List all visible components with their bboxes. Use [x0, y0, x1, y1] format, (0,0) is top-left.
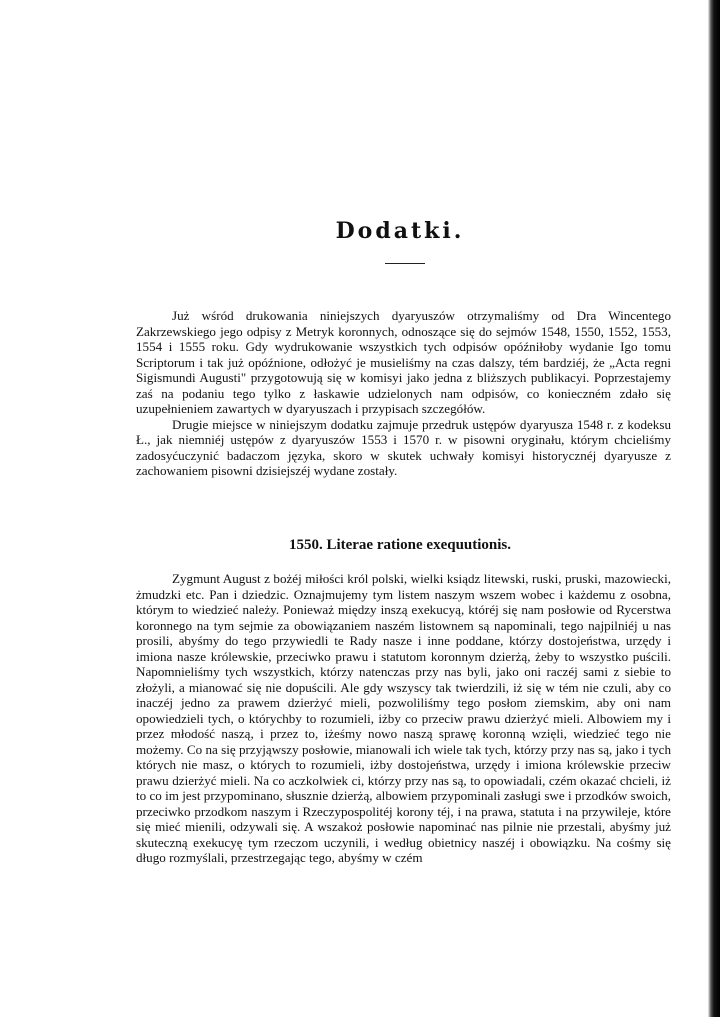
- intro-paragraph: Drugie miejsce w niniejszym dodatku zajmuje przedruk ustępów dyaryusza 1548 r. z kodeksu Ł., jak niemniéj ustępów z dyaryuszów 1553 i 1570 r. w pisowni oryginału, którym chcieliśmy zadosyćuczynić badaczom języka, skoro w skutek uchwały komisyi historycznéj dyaryusze z zachowaniem pisowni dzisiejszéj wydane zostały.: [136, 416, 671, 478]
- body-paragraph: Zygmunt August z bożéj miłości król polski, wielki ksiądz litewski, ruski, pruski, mazowiecki, żmudzki etc. Pan i dziedzic. Oznajmujemy tym listem naszym wszem wobec i każdemu z osobna, którym to wiedzieć należy. Ponieważ między inszą exekucyą, któréj się nam posłowie od Rycerstwa koronnego na tym sejmie za obowiązaniem naszém listownem są napominali, tego najpilniéj u nas prosili, abyśmy do tego przywiedli te Rady nasze i inne poddane, którzy dostojeństwa, urzędy i imiona nasze królewskie, przeciwko prawu i statutom koronnym dzierżą, żeby to wszystko puścili. Napomnieliśmy tych wszystkich, którzy natenczas przy nas byli, jako oni raczéj sami z siebie to złożyli, a mianować się nie dopuścili. Ale gdy wszyscy tak twierdzili, iż się w tém nie czuli, aby co inaczéj jedno za prawem dzierżyć mieli, pozwoliliśmy tego posłom ziemskim, aby oni nam opowiedzieli tych, o którychby to rozumieli, iżby co przeciw prawu dzierżyć mieli. Albowiem my i przez młodość naszą, i przez to, iżeśmy nowo naszą sprawę koronną wzięli, wiedzieć tego nie możemy. Co na się przyjąwszy posłowie, mianowali ich wiele tak tych, którzy przy nas są, jako i tych których nie masz, o których to rozumieli, iżby dostojeństwa, urzędy i imiona królewskie przeciw prawu dzierżyć mieli. Na co aczkolwiek ci, którzy przy nas są, to opowiadali, czém okazać chcieli, iż to co im jest przypominano, słusznie dzierżą, albowiem przypominali zasługi swe i przodków swoich, przeciwko przodkom naszym i Rzeczypospolitéj korony téj, i na prawa, statuta i na przywileje, które się mieć mienili, odzywali się. A wszakoż posłowie napominać nas pilnie nie przestali, abyśmy już skuteczną exekucyę tym rzeczom uczynili, i według obietnicy naszéj i obowiązku. Na cośmy się długo rozmyślali, przestrzegając tego, abyśmy w czém: [136, 571, 671, 865]
- section-heading: 1550. Literae ratione exequutionis.: [288, 537, 512, 553]
- intro-section: [136, 308, 671, 479]
- page-title: Dodatki.: [335, 218, 465, 244]
- intro-paragraph: Już wśród drukowania niniejszych dyaryuszów otrzymaliśmy od Dra Wincentego Zakrzewskiego jego odpisy z Metryk koronnych, odnoszące się do sejmów 1548, 1550, 1552, 1553, 1554 i 1555 roku. Gdy wydrukowanie wszystkich tych odpisów opóźniłoby wydanie Igo tomu Scriptorum i tak już opóźnione, odłożyć je musieliśmy na czas dalszy, tém bardziéj, że „Acta regni Sigismundi Augusti" przygotowują się w komisyi jako jedna z bliższych publikacyi. Poprzestajemy zaś na podaniu tego tylko z łaskawie udzielonych nam odpisów, co konieczném zdało się uzupełnieniem zawartych w dyaryuszach i przypisach szczegółów.: [136, 308, 671, 416]
- title-divider: [385, 263, 425, 264]
- page-edge: [708, 0, 720, 1017]
- body-section: [136, 571, 671, 866]
